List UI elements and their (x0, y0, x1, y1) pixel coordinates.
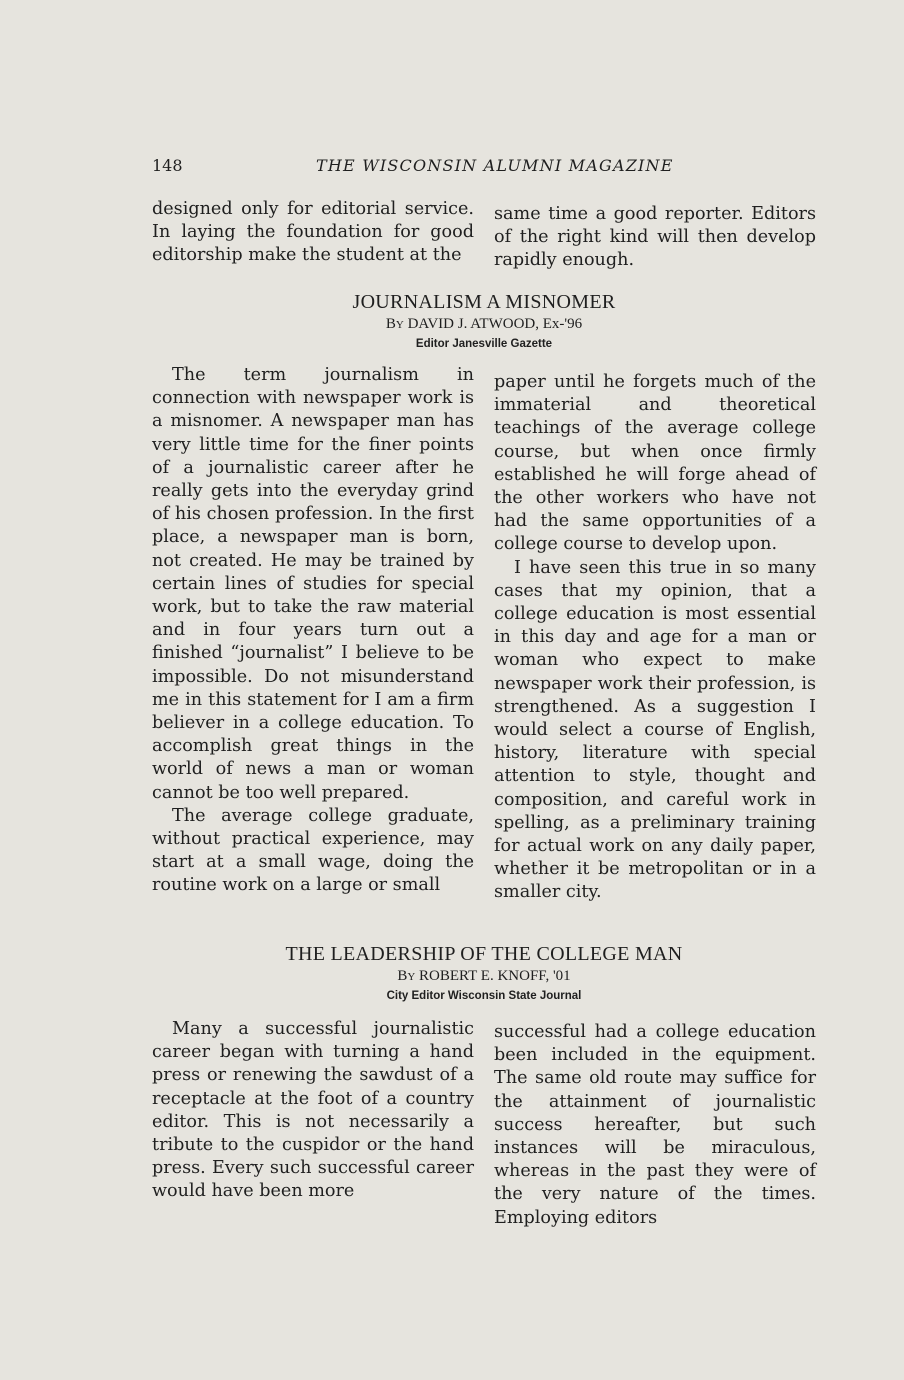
byline (152, 314, 816, 334)
magazine-title: THE WISCONSIN ALUMNI MAGAZINE (316, 156, 674, 175)
paragraph: Many a successful journalistic career began with turning a hand press or renewing the sawdust of a receptacle at the foot of a country editor. This is not necessarily a tribute to the cuspidor or the hand press. Every such successful career would have been more (152, 1019, 474, 1202)
paragraph: I have seen this true in so many cases that my opinion, that a college education is most essential in this day and age for a man or woman who expect to make newspaper work their profession, is strengthened. As a suggestion I would select a course of English, history, literature with special attention to style, thought and composition, and careful work in spelling, as a preliminary training for actual work on any daily paper, whether it be metropolitan or in a smaller city. (494, 557, 816, 903)
article-right-column (494, 1021, 816, 1230)
paragraph: paper until he forgets much of the immaterial and theoretical teachings of the average college course, but when once firmly established he will forge ahead of the other workers who have not had the same opportunities of a college course to develop upon. (494, 372, 816, 555)
article-left-column (152, 1018, 474, 1204)
byline-prefix: By (385, 316, 404, 332)
continuation-right-column (494, 203, 816, 273)
article-left-column (152, 364, 474, 898)
author-name: ROBERT E. KNOFF, '01 (419, 968, 571, 984)
paragraph: designed only for editorial service. In laying the foundation for good editorship make the student at the (152, 199, 474, 266)
byline-prefix: By (397, 968, 416, 984)
page-number: 148 (152, 156, 183, 175)
article-title: THE LEADERSHIP OF THE COLLEGE MAN (285, 943, 683, 965)
article-title: JOURNALISM A MISNOMER (352, 291, 616, 313)
paragraph: successful had a college education been included in the equipment. The same old route may suffice for the attainment of journalistic success hereafter, but such instances will be miraculous, whereas in the past they were of the very nature of the times. Employing editors (494, 1022, 816, 1228)
paragraph: same time a good reporter. Editors of the right kind will then develop rapidly enough. (494, 204, 816, 271)
author-affiliation: Editor Janesville Gazette (415, 338, 553, 350)
author-affiliation: City Editor Wisconsin State Journal (386, 990, 582, 1002)
author-name: DAVID J. ATWOOD, Ex-'96 (407, 316, 583, 332)
continuation-left-column (152, 198, 474, 268)
article-heading (152, 290, 816, 352)
article-heading (152, 942, 816, 1004)
article-right-column (494, 371, 816, 905)
paragraph: The average college graduate, without practical experience, may start at a small wage, doing the routine work on a large or small (152, 805, 474, 896)
byline (152, 966, 816, 986)
running-head (152, 156, 822, 180)
paragraph: The term journalism in connection with newspaper work is a misnomer. A newspaper man has very little time for the finer points of a journalistic career after he really gets into the everyday grind of his chosen profession. In the first place, a newspaper man is born, not created. He may be trained by certain lines of studies for special work, but to take the raw material and in four years turn out a finished “journalist” I believe to be impossible. Do not misunderstand me in this statement for I am a firm believer in a college education. To accomplish great things in the world of news a man or woman cannot be too well prepared. (152, 365, 474, 803)
